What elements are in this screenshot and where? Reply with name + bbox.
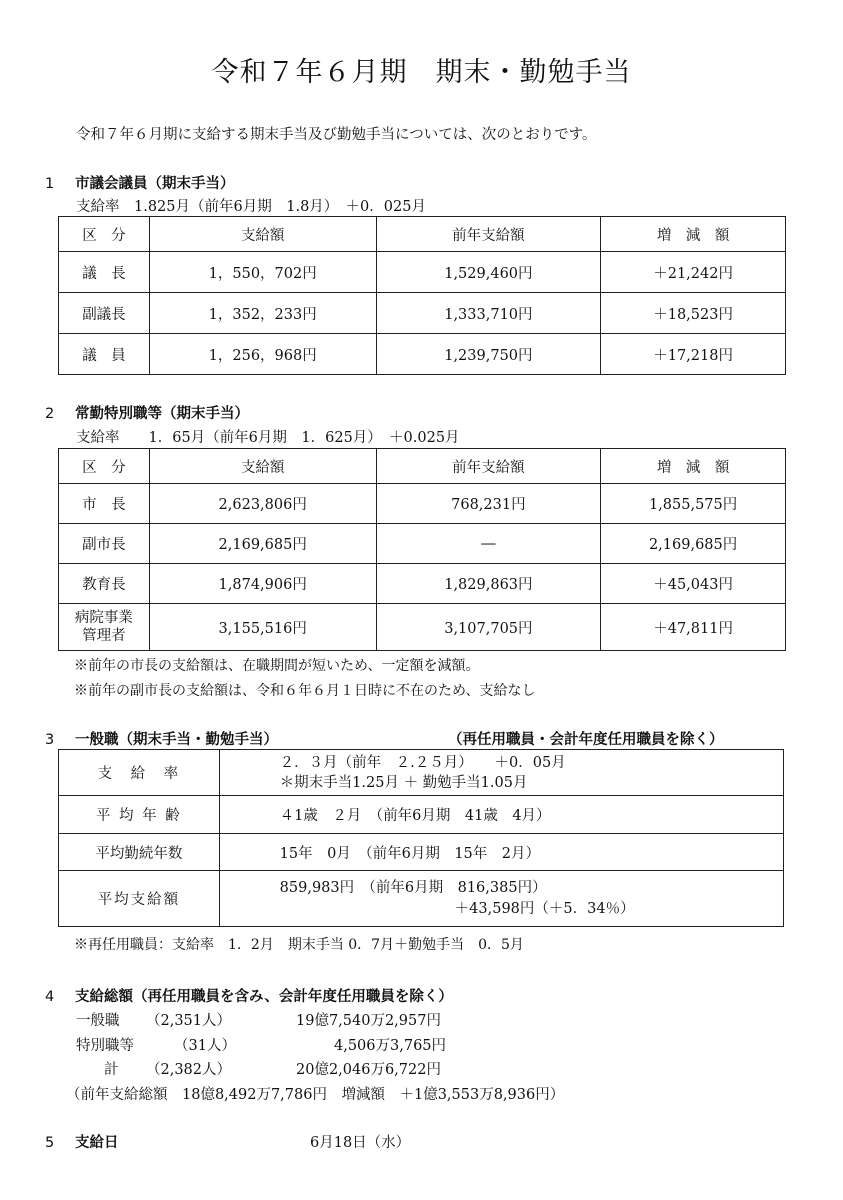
headcount: （31人） [174, 1038, 236, 1054]
diff-cell: ＋45,043円 [601, 564, 786, 604]
section-4-heading [45, 985, 453, 1006]
row-label: 議 員 [59, 334, 150, 375]
diff-cell: 2,169,685円 [601, 524, 786, 564]
prev-amount-cell: 1,529,460円 [376, 252, 601, 293]
value-line: ２．３月（前年 ２.２５月） ＋0．05月 [279, 754, 566, 771]
row-label: 支 給 率 [59, 750, 220, 796]
header-cell: 増 減 額 [601, 217, 786, 252]
diff-cell: ＋17,218円 [601, 334, 786, 375]
header-cell: 増 減 額 [601, 449, 786, 484]
table-row [59, 604, 786, 651]
value-line: 859,983円 （前年6月期 816,385円） [279, 879, 547, 896]
table-header-row [59, 217, 786, 252]
section-2-note-2: ※前年の副市長の支給額は、令和６年６月１日時に不在のため、支給なし [74, 683, 536, 699]
row-label: 教育長 [59, 564, 150, 604]
prev-amount-cell: 1,239,750円 [376, 334, 601, 375]
header-cell: 区 分 [59, 217, 150, 252]
header-cell: 区 分 [59, 449, 150, 484]
row-label [59, 604, 150, 651]
amount-cell: 1，550，702円 [149, 252, 376, 293]
row-label: 副議長 [59, 293, 150, 334]
prev-amount-cell: 1,333,710円 [376, 293, 601, 334]
amount-cell: 2,623,806円 [149, 484, 376, 524]
prev-amount-cell: ― [376, 524, 601, 564]
amount-cell: 1，352，233円 [149, 293, 376, 334]
value-cell: 15年 0月 （前年6月期 15年 2月） [219, 834, 783, 871]
section-2-heading [45, 402, 249, 423]
table-row [59, 834, 784, 871]
section-3-heading [45, 728, 278, 749]
section-title: 常勤特別職等（期末手当） [75, 406, 249, 422]
section-1-rate: 支給率 1.825月（前年6月期 1.8月） ＋0．025月 [76, 199, 426, 215]
table-header-row [59, 449, 786, 484]
amount-cell: 3,155,516円 [149, 604, 376, 651]
row-label: 副市長 [59, 524, 150, 564]
section-title: 一般職（期末手当・勤勉手当） [75, 732, 278, 748]
category: 特別職等 [76, 1038, 134, 1054]
table-row [59, 871, 784, 927]
section-2-rate: 支給率 1．65月（前年6月期 1．625月） ＋0.025月 [76, 430, 460, 446]
diff-cell: ＋18,523円 [601, 293, 786, 334]
previous-total: （前年支給総額 18億8,492万7,786円 増減額 ＋1億3,553万8,936円） [66, 1087, 565, 1103]
section-number: 4 [45, 989, 55, 1005]
diff-cell: ＋21,242円 [601, 252, 786, 293]
headcount: （2,382人） [146, 1062, 232, 1078]
section-number: 1 [45, 176, 55, 192]
value-line: ＋43,598円（＋5．34％） [454, 900, 635, 917]
header-cell: 支給額 [149, 449, 376, 484]
section-2-note-1: ※前年の市長の支給額は、在職期間が短いため、一定額を減額。 [74, 658, 480, 674]
section-3-note: ※再任用職員：支給率 1．2月 期末手当 0．7月＋勤勉手当 0．5月 [74, 937, 524, 953]
header-cell: 支給額 [149, 217, 376, 252]
header-cell: 前年支給額 [376, 449, 601, 484]
row-label: 市 長 [59, 484, 150, 524]
value-cell: ４1歳 ２月 （前年6月期 41歳 4月） [219, 796, 783, 834]
total-sum [104, 1058, 441, 1079]
row-label: 議 長 [59, 252, 150, 293]
value-cell [219, 750, 783, 796]
section-3-exclusion: （再任用職員・会計年度任用職員を除く） [448, 732, 724, 748]
amount: 20億2,046万6,722円 [296, 1062, 441, 1078]
table-row [59, 334, 786, 375]
table-row [59, 484, 786, 524]
header-cell: 前年支給額 [376, 217, 601, 252]
row-label: 平均勤続年数 [59, 834, 220, 871]
section-title: 市議会議員（期末手当） [75, 176, 235, 192]
total-special [76, 1034, 446, 1055]
table-row [59, 564, 786, 604]
table-row [59, 796, 784, 834]
prev-amount-cell: 1,829,863円 [376, 564, 601, 604]
amount-cell: 1，256，968円 [149, 334, 376, 375]
prev-amount-cell: 3,107,705円 [376, 604, 601, 651]
category: 一般職 [76, 1013, 120, 1029]
general-staff-table [58, 749, 784, 927]
amount-cell: 2,169,685円 [149, 524, 376, 564]
diff-cell: 1,855,575円 [601, 484, 786, 524]
section-number: 3 [45, 732, 55, 748]
intro-text: 令和７年６月期に支給する期末手当及び勤勉手当については、次のとおりです。 [76, 127, 597, 143]
category: 計 [104, 1062, 119, 1078]
table-row [59, 293, 786, 334]
section-number: 5 [45, 1135, 55, 1151]
row-label: 平均支給額 [59, 871, 220, 927]
section-title: 支給総額（再任用職員を含み、会計年度任用職員を除く） [75, 989, 453, 1005]
table-row [59, 524, 786, 564]
council-bonus-table [58, 216, 786, 375]
prev-amount-cell: 768,231円 [376, 484, 601, 524]
row-label: 平 均 年 齢 [59, 796, 220, 834]
special-staff-bonus-table [58, 448, 786, 651]
table-row [59, 750, 784, 796]
row-label-line: 管理者 [82, 628, 126, 644]
payment-date: 6月18日（水） [310, 1135, 411, 1151]
table-row [59, 252, 786, 293]
section-5-heading [45, 1131, 119, 1152]
page-title: 令和７年６月期 期末・勤勉手当 [211, 57, 632, 88]
section-1-heading [45, 172, 235, 193]
headcount: （2,351人） [146, 1013, 232, 1029]
value-line: ＊期末手当1.25月 ＋ 勤勉手当1.05月 [279, 774, 528, 791]
amount-cell: 1,874,906円 [149, 564, 376, 604]
amount: 4,506万3,765円 [334, 1038, 447, 1054]
total-general [76, 1009, 441, 1030]
diff-cell: ＋47,811円 [601, 604, 786, 651]
section-title: 支給日 [75, 1135, 119, 1151]
section-number: 2 [45, 406, 55, 422]
row-label-line: 病院事業 [74, 610, 133, 626]
amount: 19億7,540万2,957円 [296, 1013, 441, 1029]
value-cell [219, 871, 783, 927]
